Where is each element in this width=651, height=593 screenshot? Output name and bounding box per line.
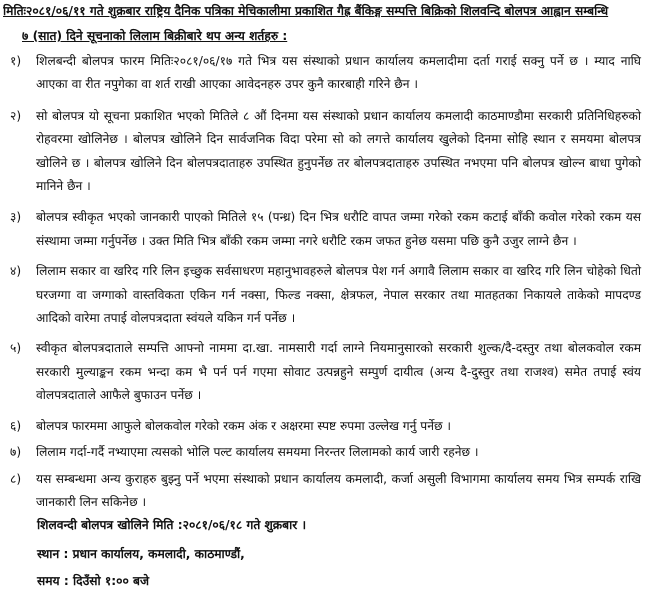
- condition-text: स्वीकृत बोलपत्रदाताले सम्पत्ति आफ्नो नाममा दा.खा. नामसारी गर्दा लाग्ने नियमानुसारको सरकारी शुल्क/दै-दस्तुर तथा बोलकवोल रकम सरकारी मुल्याङ्कन रकम भन्दा कम भै पर्न पर्न गएमा सोवाट उत्पन्नहुने सम्पुर्ण दायीत्व (अन्य दै-दुस्तुर तथा राजश्व) समेत तपाई स्वंय वोलपत्रदाताले आफैले बुफाउन पर्नेछ ।: [36, 341, 641, 403]
- condition-item: [0, 468, 651, 515]
- condition-item: [0, 337, 651, 407]
- condition-item: [0, 105, 651, 199]
- condition-item: [0, 206, 651, 253]
- condition-text: यस सम्बन्धमा अन्य कुराहरु बुझ्नु पर्ने भएमा संस्थाको प्रधान कार्यालय कमलादी, कर्जा असुली विभागमा कार्यालय समय भित्र सम्पर्क राखि जानकारी लिन सकिनेछ ।: [36, 471, 641, 509]
- condition-text: शिलबन्दी बोलपत्र फारम मितिः२०८१/०६/१७ गते भित्र यस संस्थाको प्रधान कार्यालय कमलादीमा दर्ता गराई सक्नु पर्ने छ । म्याद नाघि आएका वा रीत नपुगेका वा शर्त राखी आएका आवेदनहरु उपर कुनै कारबाही गरिने छैन ।: [36, 54, 641, 92]
- condition-number: ८): [10, 471, 22, 486]
- condition-number: ४): [10, 264, 22, 279]
- condition-text: बोलपत्र फारममा आफुले बोलकवोल गरेको रकम अंक र अक्षरमा स्पष्ट रुपमा उल्लेख गर्नु पर्नेछ ।: [36, 418, 452, 433]
- condition-number: ६): [10, 418, 22, 433]
- condition-item: [0, 50, 651, 97]
- condition-number: ७): [10, 445, 22, 460]
- condition-text: लिलाम गर्दा-गर्दै नभ्याएमा त्यसको भोलि पल्ट कार्यालय समयमा निरन्तर लिलामको कार्य जारी रहनेछ ।: [36, 445, 479, 460]
- condition-item: [0, 260, 651, 330]
- notice-title: मितिः२०८१/०६/११ गते शुक्रबार राष्ट्रिय दैनिक पत्रिका मेचिकालीमा प्रकाशित गैह्र बैंकिङ्ग सम्पत्ति बिक्रिको शिलवन्दि बोलपत्र आह्वान सम्बन्धि: [3, 4, 609, 18]
- place-line: स्थान : प्रधान कार्यालय, कमलादी, काठमाण्डौं,: [37, 547, 245, 561]
- condition-number: २): [10, 108, 22, 123]
- condition-text: बोलपत्र स्वीकृत भएको जानकारी पाएको मितिले १५ (पन्ध्र) दिन भित्र धरौटि वापत जम्मा गरेको रकम कटाई बाँकी कवोल गरेको रकम यस संस्थामा जम्मा गर्नुपर्नेछ । उक्त मिति भित्र बाँकी रकम जम्मा नगरे धरौटि रकम जफत हुनेछ यसमा पछि कुनै उजुर लाग्ने छैन ।: [36, 210, 641, 248]
- condition-number: ३): [10, 210, 22, 225]
- condition-number: १): [10, 54, 22, 68]
- condition-item: [0, 441, 651, 464]
- condition-item: [0, 415, 651, 438]
- condition-text: सो बोलपत्र यो सूचना प्रकाशित भएको मितिले ८ औं दिनमा यस संस्थाको प्रधान कार्यालय कमलादी काठमाण्डौमा सरकारी प्रतिनिधिहरुको रोहवरमा खोलिनेछ । बोलपत्र खोलिने दिन सार्वजनिक विदा परेमा सो को लगत्ते कार्यालय खुलेको दिनमा सोहि स्थान र समयमा बोलपत्र खोलिने छ । बोलपत्र खोलिने दिन बोलपत्रदाताहरु उपस्थित हुनुपर्नेछ तर बोलपत्रदाताहरु उपस्थित नभएमा पनि बोलपत्र खोल्न बाधा पुगेको मानिने छैन ।: [36, 108, 641, 194]
- time-line: समय : दिउँसो १:०० बजे: [37, 574, 150, 588]
- condition-number: ५): [10, 341, 22, 356]
- opening-date-line: शिलवन्दी बोलपत्र खोलिने मिति :२०८१/०६/१८ गते शुक्रबार ।: [37, 518, 307, 532]
- notice-subtitle: ७ (सात) दिने सूचनाको लिलाम बिक्रीबारे थप अन्य शर्तहरु :: [22, 29, 288, 43]
- conditions-list: [0, 50, 651, 514]
- condition-text: लिलाम सकार वा खरिद गरि लिन इच्छुक सर्वसाधरण महानुभावहरुले बोलपत्र पेश गर्न अगावै लिलाम सकार वा खरिद गरि लिन चोहेको धितो घरजग्गा वा जग्गाको वास्तविकता एकिन गर्न नक्सा, फिल्ड नक्सा, क्षेत्रफल, नेपाल सरकार तथा मातहतका निकायले ताकेको मापदण्ड आदिको वारेमा तपाई वोलपत्रदाता स्वंयले यकिन गर्न पर्नेछ ।: [36, 264, 641, 326]
